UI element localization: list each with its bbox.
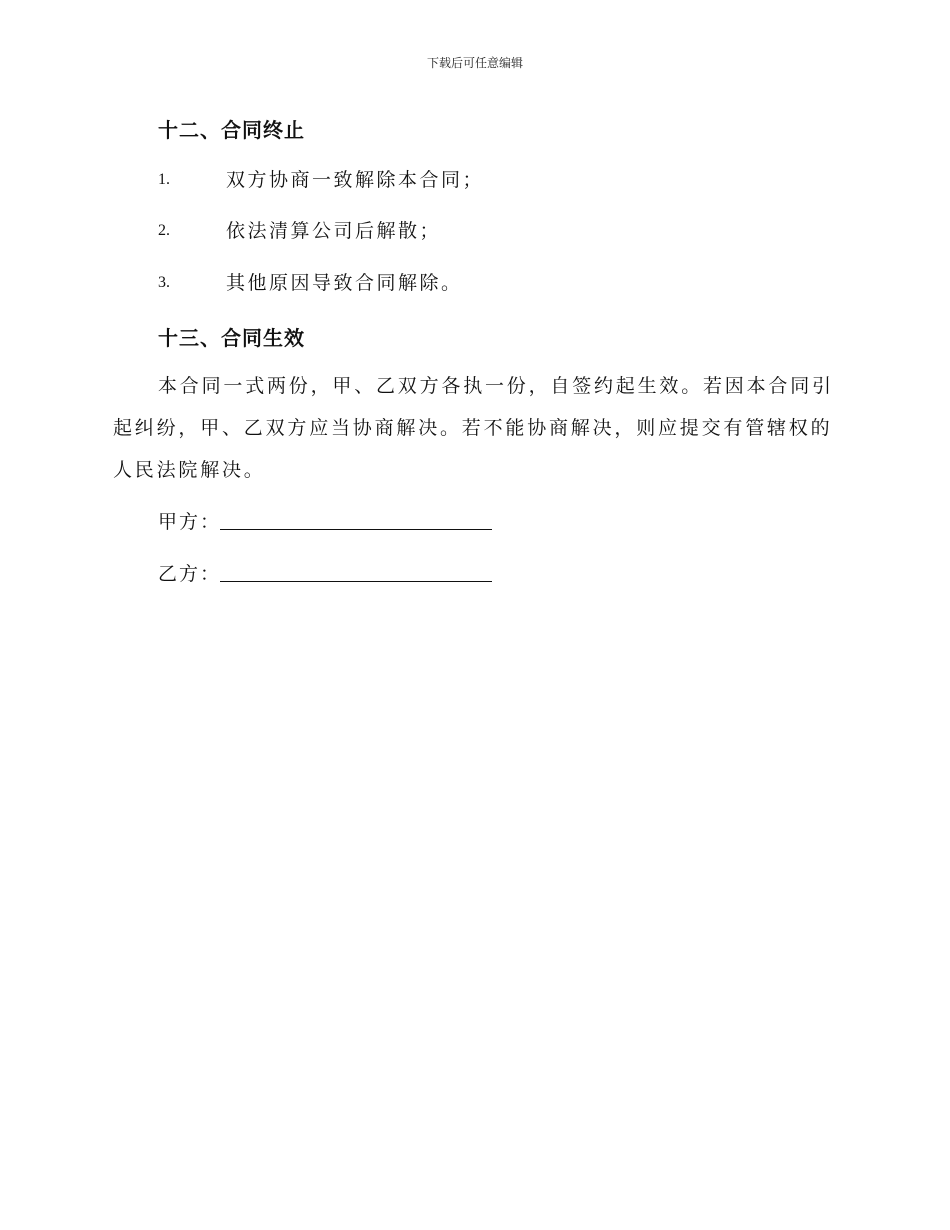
list-item-text: 依法清算公司后解散； <box>226 220 442 242</box>
party-b-signature-line <box>220 581 492 582</box>
paragraph-line: 起纠纷，甲、乙双方应当协商解决。若不能协商解决，则应提交有管辖权的 <box>113 417 833 439</box>
list-item-number: 1. <box>158 171 170 188</box>
party-a-label: 甲方： <box>158 511 222 533</box>
paragraph-line: 本合同一式两份，甲、乙双方各执一份，自签约起生效。若因本合同引 <box>158 375 834 397</box>
list-item-number: 3. <box>158 274 170 291</box>
section-13-heading: 十三、合同生效 <box>158 326 305 350</box>
page-header: 下载后可任意编辑 <box>426 56 523 70</box>
paragraph-line: 人民法院解决。 <box>113 459 266 481</box>
list-item-text: 其他原因导致合同解除。 <box>226 272 463 294</box>
section-12-heading: 十二、合同终止 <box>158 118 305 142</box>
party-b-label: 乙方： <box>158 563 222 585</box>
list-item-text: 双方协商一致解除本合同； <box>226 169 485 191</box>
party-a-signature-line <box>220 529 492 530</box>
list-item-number: 2. <box>158 222 170 239</box>
